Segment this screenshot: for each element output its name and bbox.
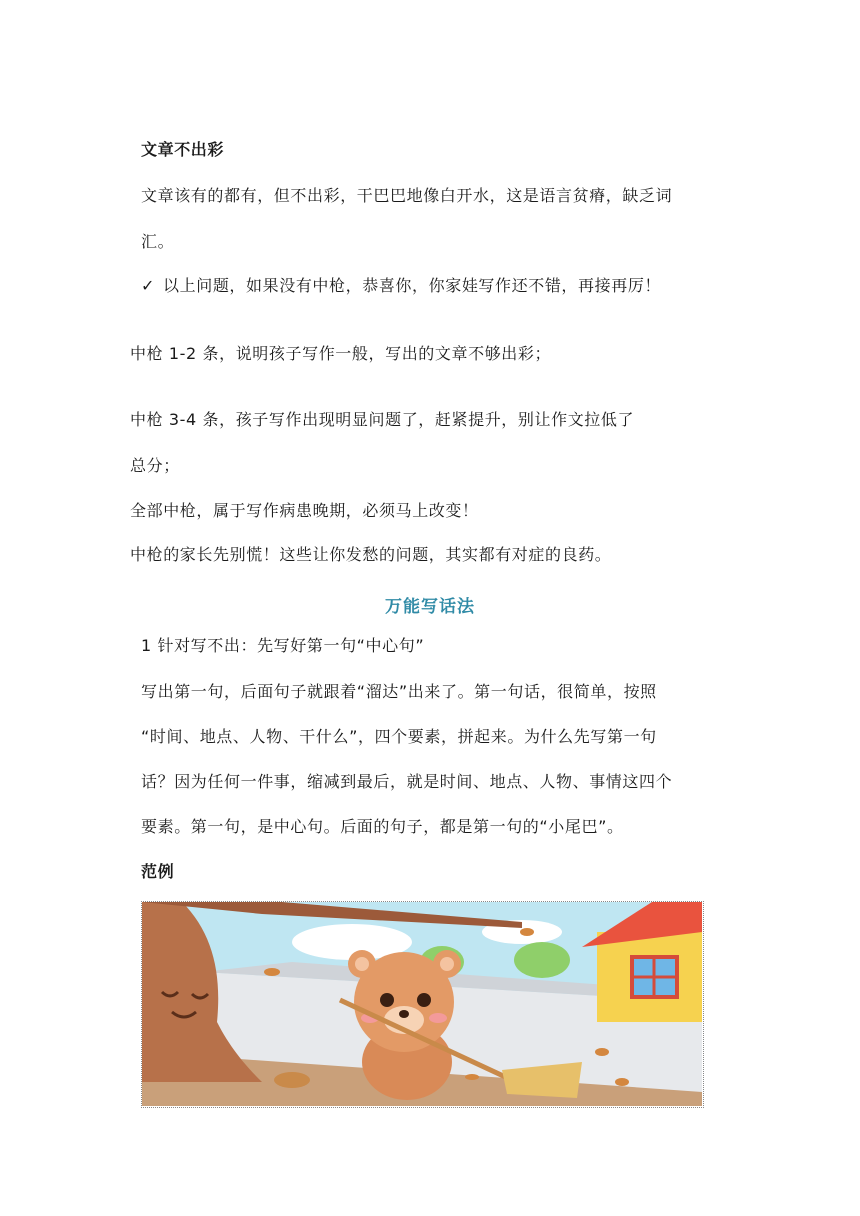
paragraph-line: 写出第一句，后面句子就跟着“溜达”出来了。第一句话，很简单，按照 — [141, 682, 657, 701]
paragraph-line: 话？因为任何一件事，缩减到最后，就是时间、地点、人物、事情这四个 — [141, 772, 673, 791]
paragraph-line: “时间、地点、人物、干什么”，四个要素，拼起来。为什么先写第一句 — [141, 727, 657, 746]
result-line: 全部中枪，属于写作病患晚期，必须马上改变！ — [130, 501, 479, 520]
result-line: 中枪的家长先别慌！这些让你发愁的问题，其实都有对症的良药。 — [130, 545, 612, 564]
example-label: 范例 — [141, 862, 175, 881]
check-icon: ✓ — [141, 276, 156, 295]
result-line: 中枪 3-4 条，孩子写作出现明显问题了，赶紧提升，别让作文拉低了 — [130, 410, 635, 429]
paragraph-line: 文章该有的都有，但不出彩，干巴巴地像白开水，这是语言贫瘠，缺乏词 — [141, 186, 673, 205]
heading-wenzhang: 文章不出彩 — [141, 140, 225, 159]
example-illustration — [141, 901, 704, 1108]
result-line: 总分； — [130, 456, 180, 475]
check-text: 以上问题，如果没有中枪，恭喜你，你家娃写作还不错，再接再厉！ — [163, 276, 662, 295]
point-heading: 1 针对写不出：先写好第一句“中心句” — [141, 636, 425, 655]
paragraph-line: 汇。 — [141, 232, 175, 251]
bear-sweeping-illustration — [142, 902, 702, 1106]
section-title: 万能写话法 — [385, 597, 475, 617]
paragraph-line: 要素。第一句，是中心句。后面的句子，都是第一句的“小尾巴”。 — [141, 817, 624, 836]
check-line — [141, 276, 661, 296]
result-line: 中枪 1-2 条，说明孩子写作一般，写出的文章不够出彩； — [130, 344, 552, 363]
